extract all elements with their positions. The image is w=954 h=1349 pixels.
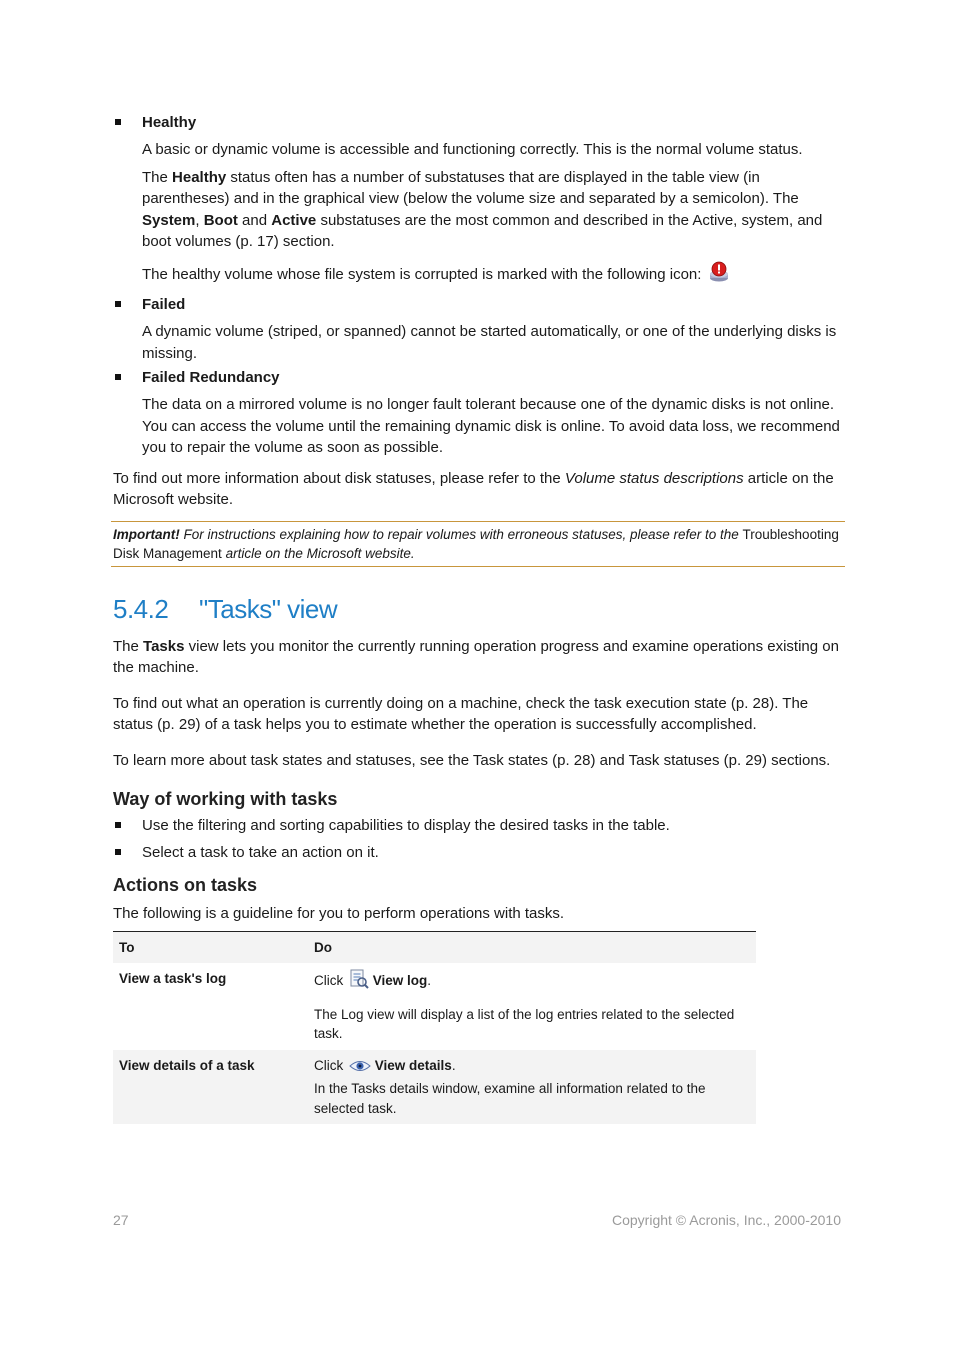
copyright-text: Copyright © Acronis, Inc., 2000-2010 (612, 1212, 841, 1228)
row-to-cell: View details of a task (113, 1050, 308, 1125)
task-state-paragraph: To find out what an operation is currently doing on a machine, check the task execution state (p. 28). The status (p. 29) of a task helps you to estimate whether the operation is successfully accomplished. (113, 694, 809, 733)
row-to-cell: View a task's log (119, 971, 227, 986)
task-statuses-paragraph: To learn more about task states and statuses, see the Task states (p. 28) and Task statuses (p. 29) sections. (113, 751, 831, 769)
status-heading-healthy: Healthy (142, 114, 197, 131)
table-row (113, 1050, 756, 1125)
section-number: 5.4.2 (113, 593, 169, 624)
document-page (113, 112, 843, 1124)
way-item: Use the filtering and sorting capabilities to display the desired tasks in the table. (113, 815, 843, 837)
table-row (113, 963, 756, 1050)
important-note: Important! For instructions explaining how to repair volumes with erroneous statuses, please refer to the Troubleshooting Disk Management article on the Microsoft website. (111, 521, 845, 567)
view-log-detail: The Log view will display a list of the log entries related to the selected task. (314, 1006, 735, 1041)
table-header-row (113, 931, 756, 963)
view-details-instruction: Click View details. (314, 1056, 750, 1080)
section-heading (113, 592, 843, 626)
actions-intro: The following is a guideline for you to perform operations with tasks. (113, 905, 565, 922)
actions-table (113, 931, 756, 1125)
way-item: Select a task to take an action on it. (113, 842, 843, 864)
failed-redundancy-description: The data on a mirrored volume is no longer fault tolerant because one of the dynamic disks is not online. You can access the volume until the remaining dynamic disk is online. To avoid data loss, we recommend you to repair the volume as soon as possible. (142, 396, 840, 456)
view-details-detail: In the Tasks details window, examine all information related to the selected task. (314, 1081, 706, 1116)
corrupted-icon-paragraph: The healthy volume whose file system is corrupted is marked with the following icon: (113, 261, 843, 290)
eye-icon[interactable] (349, 1058, 371, 1080)
page-number: 27 (113, 1212, 129, 1228)
failed-description: A dynamic volume (striped, or spanned) cannot be started automatically, or one of the underlying disks is missing. (142, 323, 837, 362)
healthy-description: A basic or dynamic volume is accessible and functioning correctly. This is the normal volume status. (142, 141, 803, 158)
more-info-paragraph: To find out more information about disk statuses, please refer to the Volume status descriptions article on the Microsoft website. (113, 469, 834, 508)
section-title: "Tasks" view (199, 593, 338, 624)
column-header-to: To (113, 931, 308, 963)
status-heading-failed: Failed (142, 296, 186, 313)
corrupted-volume-icon (708, 261, 730, 290)
healthy-substatus-paragraph: The Healthy status often has a number of substatuses that are displayed in the table view (in parentheses) and in the graphical view (below the volume size and separated by a semicolon). The System, Boot and Active substatuses are the most common and described in the Active, system, and boot volumes (p. 17) section. (142, 168, 823, 250)
view-log-icon[interactable] (349, 969, 369, 995)
tasks-intro-paragraph: The Tasks view lets you monitor the currently running operation progress and examine operations existing on the machine. (113, 637, 839, 676)
view-log-instruction: Click View log. (314, 969, 750, 995)
way-of-working-heading: Way of working with tasks (113, 789, 338, 809)
row-do-cell (308, 963, 756, 1050)
bullet-healthy (113, 112, 843, 134)
page-footer (113, 1212, 841, 1228)
bullet-failed-redundancy (113, 367, 843, 389)
actions-heading: Actions on tasks (113, 875, 258, 895)
column-header-do: Do (308, 931, 756, 963)
bullet-failed (113, 294, 843, 316)
status-heading-failed-redundancy: Failed Redundancy (142, 369, 280, 386)
row-do-cell (308, 1050, 756, 1125)
